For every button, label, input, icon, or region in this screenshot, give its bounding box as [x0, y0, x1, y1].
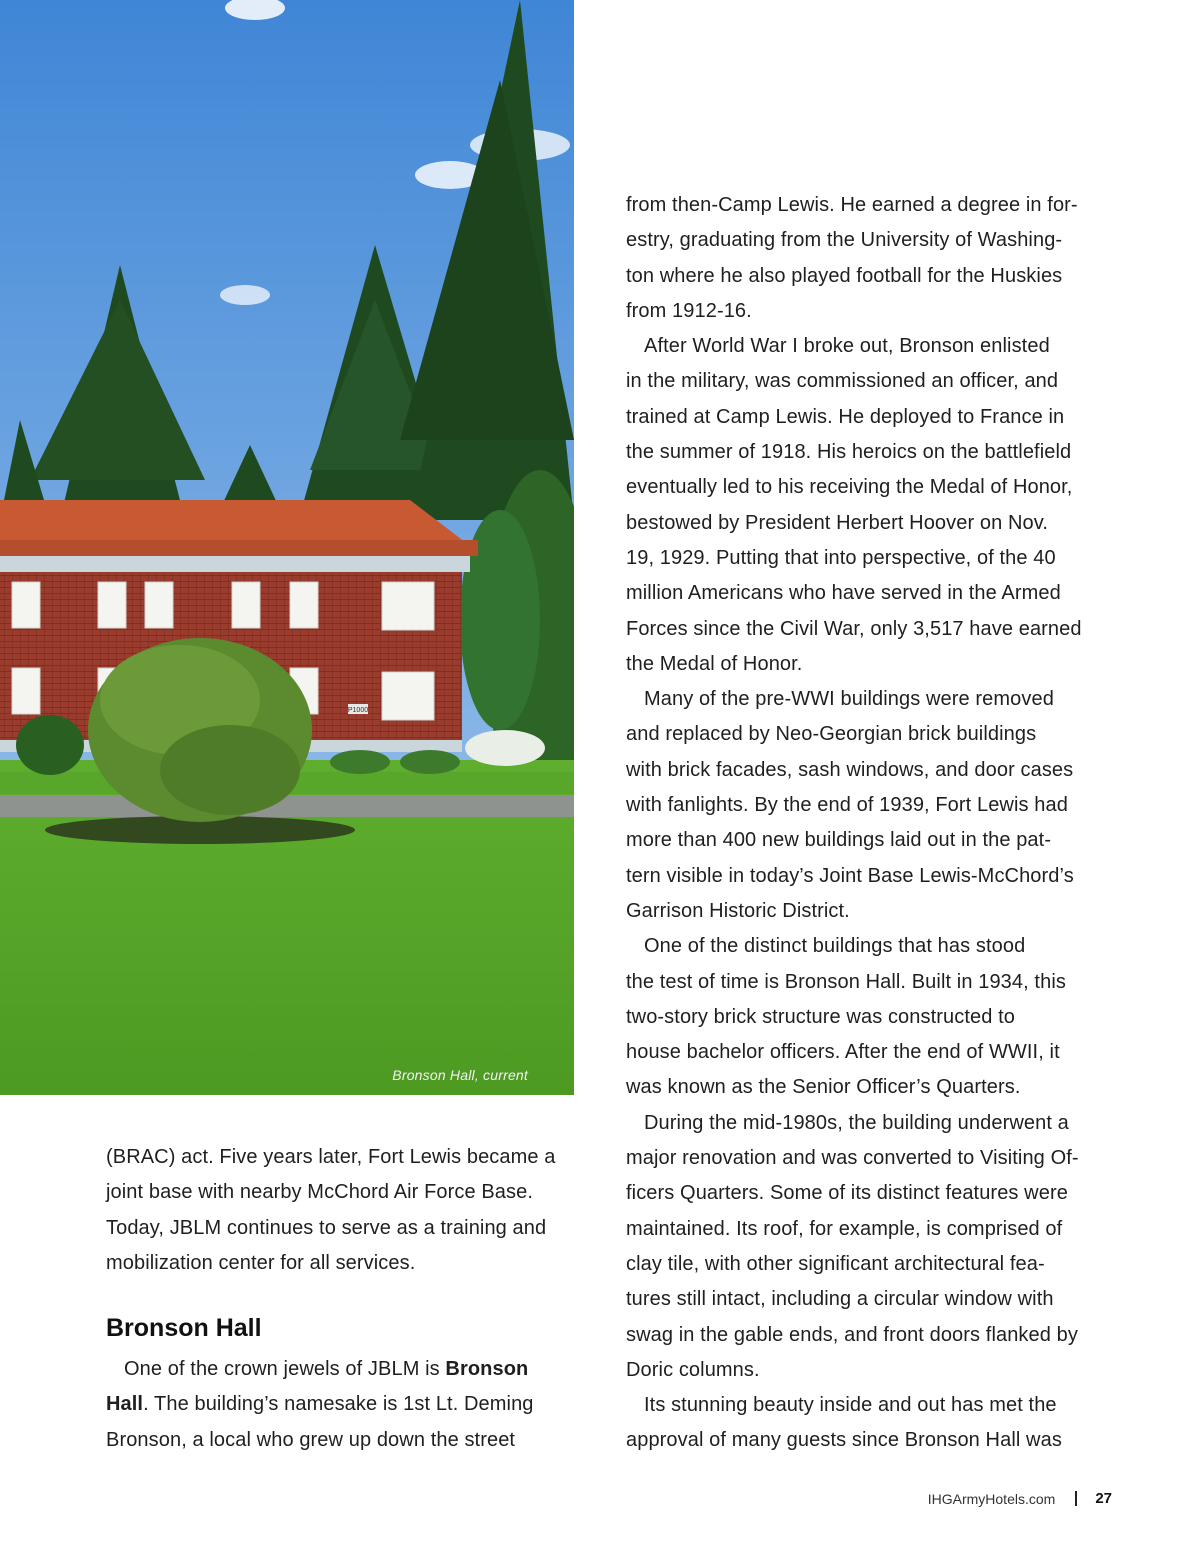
- text-line: After World War I broke out, Bronson enlisted: [644, 335, 1050, 358]
- text-line: approval of many guests since Bronson Hall was: [626, 1429, 1062, 1452]
- text-line: Forces since the Civil War, only 3,517 have earned: [626, 617, 1082, 640]
- photo-caption: Bronson Hall, current: [392, 1067, 528, 1083]
- text-line: major renovation and was converted to Visiting Of-: [626, 1147, 1079, 1170]
- text-line: estry, graduating from the University of Washing-: [626, 229, 1063, 252]
- text-line: [106, 1352, 576, 1387]
- text-run: One of the crown jewels of JBLM is: [124, 1358, 446, 1380]
- text-line: house bachelor officers. After the end of WWII, it: [626, 1041, 1060, 1064]
- bronson-hall-photo: [0, 0, 574, 1095]
- footer-site: IHGArmyHotels.com: [927, 1490, 1056, 1507]
- bold-text: Bronson: [445, 1358, 529, 1380]
- right-text-column: [626, 188, 1106, 1459]
- text-run: . The building’s namesake is 1st Lt. Deming: [143, 1393, 534, 1416]
- text-line: in the military, was commissioned an officer, and: [626, 370, 1059, 393]
- page-footer: [928, 1490, 1112, 1507]
- text-line: was known as the Senior Officer’s Quarters.: [626, 1076, 1021, 1099]
- text-line: mobilization center for all services.: [106, 1251, 416, 1274]
- text-line: the summer of 1918. His heroics on the battlefield: [626, 441, 1072, 464]
- text-line: from then-Camp Lewis. He earned a degree in for-: [626, 194, 1078, 216]
- text-line: One of the distinct buildings that has stood: [644, 935, 1026, 958]
- text-line: and replaced by Neo-Georgian brick buildings: [626, 723, 1037, 746]
- text-line: more than 400 new buildings laid out in the pat-: [626, 829, 1052, 852]
- text-line: with brick facades, sash windows, and door cases: [626, 758, 1074, 781]
- text-line: ton where he also played football for the Huskies: [626, 264, 1063, 287]
- text-line: 19, 1929. Putting that into perspective, of the 40: [626, 546, 1056, 569]
- building-sign: P1000: [347, 707, 369, 714]
- text-line: maintained. Its roof, for example, is comprised of: [626, 1217, 1063, 1240]
- left-text-column-top: [106, 1140, 576, 1281]
- text-line: Garrison Historic District.: [626, 899, 850, 922]
- bold-text: Hall: [106, 1393, 144, 1416]
- text-line: two-story brick structure was constructed to: [626, 1005, 1015, 1028]
- text-line: Its stunning beauty inside and out has met the: [644, 1394, 1057, 1417]
- text-line: [106, 1387, 576, 1422]
- text-line: Bronson, a local who grew up down the street: [106, 1428, 516, 1451]
- text-line: million Americans who have served in the Armed: [626, 582, 1061, 605]
- text-line: tern visible in today’s Joint Base Lewis-McChord’s: [626, 864, 1074, 887]
- text-line: ficers Quarters. Some of its distinct features were: [626, 1182, 1068, 1205]
- text-line: During the mid-1980s, the building underwent a: [644, 1111, 1069, 1134]
- text-line: tures still intact, including a circular window with: [626, 1288, 1054, 1311]
- text-line: Doric columns.: [626, 1358, 760, 1381]
- text-line: eventually led to his receiving the Medal of Honor,: [626, 476, 1073, 499]
- text-line: bestowed by President Herbert Hoover on Nov.: [626, 511, 1049, 534]
- page-number: 27: [1095, 1490, 1112, 1507]
- text-line: Many of the pre-WWI buildings were removed: [644, 688, 1054, 711]
- text-line: the Medal of Honor.: [626, 652, 803, 675]
- footer-separator: [1075, 1491, 1077, 1506]
- section-heading: Bronson Hall: [106, 1314, 262, 1342]
- left-text-column-bottom: [106, 1352, 576, 1458]
- text-line: trained at Camp Lewis. He deployed to France in: [626, 405, 1065, 428]
- text-line: the test of time is Bronson Hall. Built in 1934, this: [626, 970, 1066, 993]
- text-line: swag in the gable ends, and front doors flanked by: [626, 1323, 1078, 1346]
- text-line: joint base with nearby McChord Air Force Base.: [106, 1181, 534, 1204]
- text-line: from 1912-16.: [626, 299, 752, 322]
- text-line: (BRAC) act. Five years later, Fort Lewis became a: [106, 1146, 556, 1168]
- text-line: with fanlights. By the end of 1939, Fort Lewis had: [626, 794, 1068, 817]
- text-line: Today, JBLM continues to serve as a training and: [106, 1216, 547, 1239]
- text-line: clay tile, with other significant architectural fea-: [626, 1252, 1045, 1275]
